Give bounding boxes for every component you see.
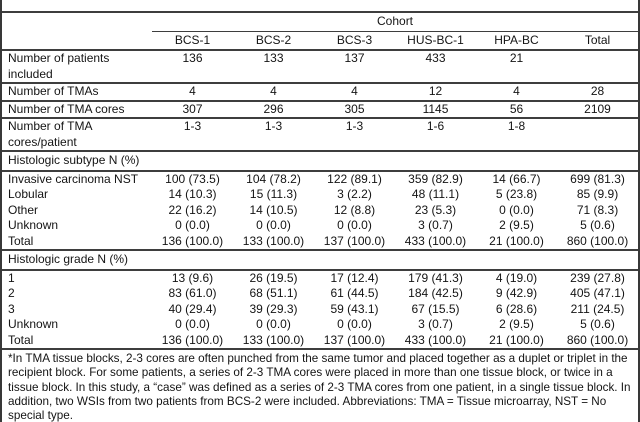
table-row [2, 171, 638, 188]
data-cell: 0 (0.0) [256, 317, 291, 331]
section-header: Histologic subtype N (%) [2, 151, 638, 171]
data-cell: 5 (0.6) [580, 317, 615, 331]
row-label: Number of TMA cores [2, 101, 152, 119]
data-cell: 296 [233, 101, 314, 119]
data-cell: 133 (100.0) [233, 234, 314, 251]
data-cell: 4 [476, 83, 557, 101]
row-label: Total [2, 333, 152, 350]
row-label: Lobular [8, 187, 49, 201]
data-cell: 1-3 [152, 118, 233, 151]
data-cell: 133 [233, 50, 314, 83]
data-cell: 137 (100.0) [314, 234, 395, 251]
data-cell: 4 [314, 83, 395, 101]
data-cell: 1-6 [395, 118, 476, 151]
data-cell: 85 (9.9) [576, 187, 619, 201]
row-label: Other [8, 202, 39, 217]
data-cell: 3 (2.2) [337, 187, 372, 201]
data-cell: 12 [395, 83, 476, 101]
corner-cell [2, 13, 152, 31]
data-cell: 13 (9.6) [171, 270, 214, 285]
data-cell: 14 (10.3) [168, 187, 217, 201]
row-label: Total [2, 234, 152, 251]
cohort-table [2, 13, 638, 350]
column-header-bcs-3: BCS-3 [314, 31, 395, 50]
data-cell: 5 (23.8) [495, 187, 538, 201]
data-cell: 48 (11.1) [411, 187, 460, 201]
table-body [2, 50, 638, 349]
data-cell: 1-8 [476, 118, 557, 151]
data-cell: 359 (82.9) [408, 171, 463, 186]
row-label: Number of TMAs [2, 83, 152, 101]
data-cell: 68 (51.1) [249, 286, 298, 300]
data-cell: 14 (66.7) [492, 171, 541, 186]
section-header: Histologic grade N (%) [2, 250, 638, 270]
data-cell: 21 (100.0) [476, 333, 557, 350]
data-cell: 860 (100.0) [557, 234, 638, 251]
data-cell: 21 [476, 50, 557, 83]
data-cell: 0 (0.0) [175, 218, 210, 232]
data-cell: 14 (10.5) [249, 202, 298, 217]
table-row [2, 187, 638, 203]
row-label: 2 [8, 286, 15, 300]
data-cell: 305 [314, 101, 395, 119]
data-cell: 136 (100.0) [152, 333, 233, 350]
data-cell: 3 (0.7) [418, 218, 453, 232]
data-cell: 83 (61.0) [168, 286, 217, 300]
data-cell: 39 (29.3) [249, 301, 298, 316]
table-row [2, 333, 638, 350]
column-header-row [2, 31, 638, 50]
data-cell: 0 (0.0) [175, 317, 210, 331]
table-row [2, 302, 638, 318]
column-header-bcs-1: BCS-1 [152, 31, 233, 50]
table-row [2, 218, 638, 234]
row-label: Unknown [8, 218, 59, 232]
data-cell: 21 (100.0) [476, 234, 557, 251]
table-row [2, 118, 638, 151]
data-cell: 433 (100.0) [395, 234, 476, 251]
table-footnote: *In TMA tissue blocks, 2-3 cores are often punched from the same tumor and placed together as a duplet or triplet in the recipient block. For some patients, a series of 2-3 TMA cores were placed in more than one tissue block, or twice in a tissue block. In this study, a “case” was defined as a series of 2-3 TMA cores from one patient, in a single tissue block. In addition, two WSIs from two patients from BCS-2 were included. Abbreviations: TMA = Tissue microarray, NST = No special type. [2, 350, 638, 422]
data-cell: 433 [395, 50, 476, 83]
data-cell: 239 (27.8) [570, 270, 625, 285]
table-row [2, 286, 638, 302]
row-label: 3 [8, 301, 15, 316]
table-header [2, 13, 638, 50]
data-cell: 137 (100.0) [314, 333, 395, 350]
data-cell: 179 (41.3) [408, 270, 463, 285]
data-cell: 211 (24.5) [570, 301, 625, 316]
column-header-hpa-bc: HPA-BC [476, 31, 557, 50]
table-row [2, 50, 638, 83]
table-row [2, 101, 638, 119]
data-cell [557, 50, 638, 83]
data-cell: 71 (8.3) [576, 202, 619, 217]
data-cell: 2 (9.5) [499, 218, 534, 232]
data-cell: 122 (89.1) [327, 171, 382, 186]
data-cell: 0 (0.0) [337, 317, 372, 331]
data-cell: 2109 [557, 101, 638, 119]
section-header-row [2, 151, 638, 171]
data-cell: 0 (0.0) [256, 218, 291, 232]
column-header-bcs-2: BCS-2 [233, 31, 314, 50]
data-cell: 28 [557, 83, 638, 101]
column-header-total: Total [557, 31, 638, 50]
data-cell: 23 (5.3) [414, 202, 457, 217]
data-cell: 4 [152, 83, 233, 101]
data-cell: 405 (47.1) [570, 286, 625, 300]
data-cell: 860 (100.0) [557, 333, 638, 350]
data-cell: 1145 [395, 101, 476, 119]
data-cell: 0 (0.0) [499, 202, 534, 217]
cohort-header-row [2, 13, 638, 31]
row-label: 1 [8, 270, 15, 285]
data-cell: 2 (9.5) [499, 317, 534, 331]
data-cell: 433 (100.0) [395, 333, 476, 350]
data-cell: 22 (16.2) [168, 202, 217, 217]
data-cell: 26 (19.5) [249, 270, 298, 285]
data-cell: 6 (28.6) [495, 301, 538, 316]
data-cell: 100 (73.5) [165, 171, 220, 186]
data-cell: 15 (11.3) [249, 187, 298, 201]
data-cell: 4 [233, 83, 314, 101]
data-cell: 1-3 [233, 118, 314, 151]
data-cell: 67 (15.5) [411, 301, 460, 316]
data-cell: 59 (43.1) [330, 301, 379, 316]
data-cell: 56 [476, 101, 557, 119]
table-row [2, 270, 638, 287]
data-cell: 4 (19.0) [495, 270, 538, 285]
data-cell: 0 (0.0) [337, 218, 372, 232]
data-cell: 137 [314, 50, 395, 83]
data-cell: 104 (78.2) [246, 171, 301, 186]
data-cell: 17 (12.4) [330, 270, 379, 285]
table-row [2, 83, 638, 101]
table-row [2, 234, 638, 251]
data-cell: 1-3 [314, 118, 395, 151]
data-cell: 307 [152, 101, 233, 119]
data-cell: 136 [152, 50, 233, 83]
cohort-span-cell: Cohort [152, 13, 638, 31]
data-cell: 12 (8.8) [333, 202, 376, 217]
data-cell: 136 (100.0) [152, 234, 233, 251]
row-label: Number of TMA cores/patient [2, 118, 152, 151]
row-label: Unknown [8, 317, 59, 331]
data-cell: 5 (0.6) [580, 218, 615, 232]
row-label: Invasive carcinoma NST [8, 171, 139, 186]
data-cell: 61 (44.5) [330, 286, 379, 300]
section-header-row [2, 250, 638, 270]
table-row [2, 317, 638, 333]
row-label: Number of patients included [2, 50, 152, 83]
table-row [2, 203, 638, 219]
data-cell: 3 (0.7) [418, 317, 453, 331]
data-cell: 133 (100.0) [233, 333, 314, 350]
data-cell: 9 (42.9) [495, 286, 538, 300]
column-header-empty [2, 31, 152, 50]
caption-spacer [2, 0, 638, 13]
data-cell: 699 (81.3) [570, 171, 625, 186]
data-cell: 40 (29.4) [168, 301, 217, 316]
data-cell [557, 118, 638, 151]
column-header-hus-bc-1: HUS-BC-1 [395, 31, 476, 50]
data-cell: 184 (42.5) [408, 286, 463, 300]
